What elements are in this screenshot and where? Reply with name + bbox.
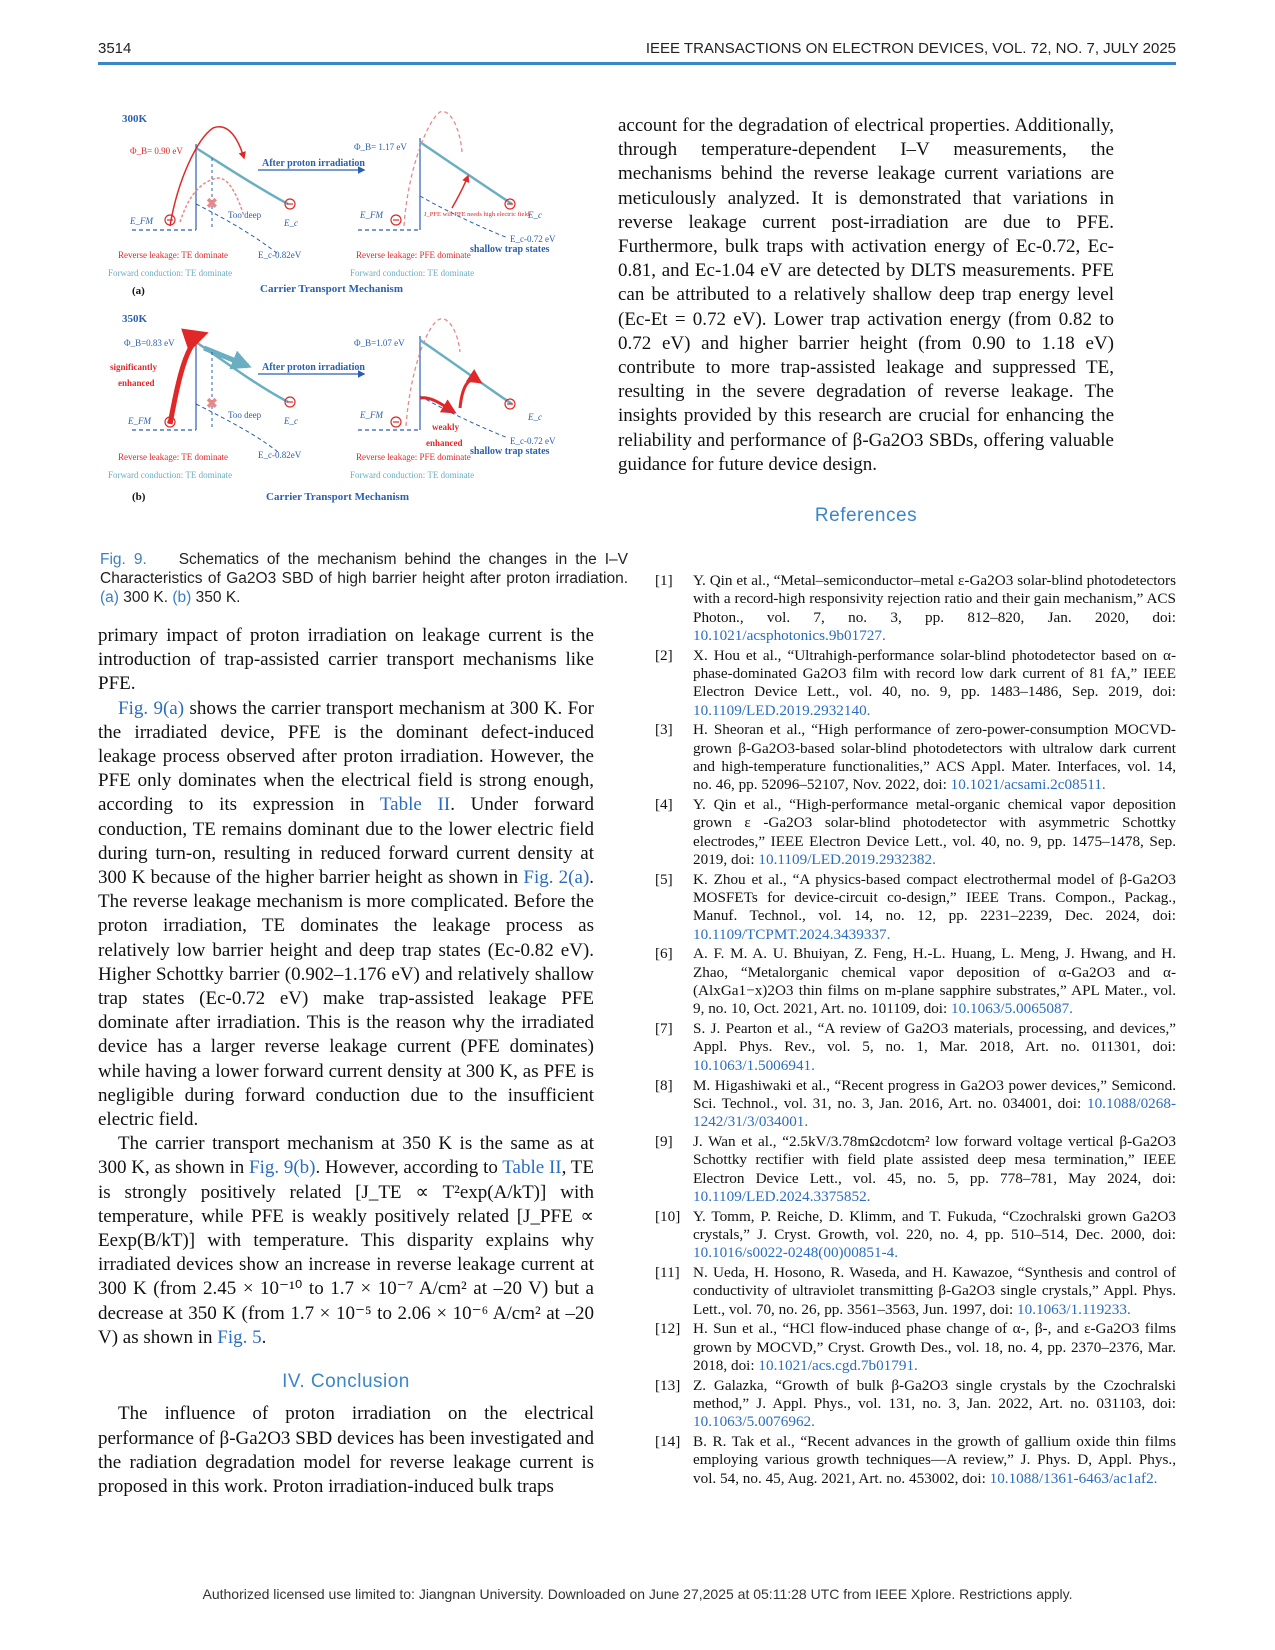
- reference-number: [9]: [655, 1132, 673, 1150]
- header-rule: [98, 62, 1176, 65]
- paragraph-text: . The reverse leakage mechanism is more complicated. Before the proton irradiation, TE dominates the leakage process as relatively low barrier height and deep trap states (Ec-0.82 eV). Higher Schottky barrier (0.902–1.176 eV) and relatively shallow trap states (Ec-0.72 eV) make trap-assisted leakage PFE dominate after irradiation. This is the reason why the irradiated device has a larger reverse leakage current (PFE dominates) while having a lower forward current density at 300 K, as PFE is negligible during forward conduction due to the insufficient electric field.: [98, 867, 595, 1131]
- reference-text: N. Ueda, H. Hosono, R. Waseda, and H. Kawazoe, “Synthesis and control of conductivity of ultraviolet transmitting β-Ga2O3 single crystals,” Appl. Phys. Lett., vol. 70, no. 26, pp. 3561–3563, Jun. 1997, doi:: [693, 1263, 1176, 1318]
- ec-a-left: E_c: [284, 218, 298, 228]
- too-deep-b: Too deep: [228, 410, 262, 420]
- pfe-arrow-b1: [420, 398, 454, 412]
- reference-item: [655, 796, 1176, 869]
- panel-a: [108, 111, 556, 297]
- reference-item: [655, 1377, 1176, 1432]
- reference-item: [655, 647, 1176, 720]
- table-2-link[interactable]: Table II: [379, 794, 451, 816]
- reference-item: [655, 1020, 1176, 1075]
- ec-a-right: E_c: [528, 210, 542, 220]
- reference-item: [655, 721, 1176, 794]
- reference-text: Y. Tomm, P. Reiche, D. Klimm, and T. Fukuda, “Czochralski grown Ga2O3 crystals,” J. Cryst. Growth, vol. 220, no. 4, pp. 510–514, Dec. 2000, doi:: [693, 1207, 1176, 1243]
- pfe-arrow-a: [452, 176, 468, 208]
- panel-b-phi-left: Φ_B=0.83 eV: [124, 338, 175, 348]
- doi-link[interactable]: 10.1109/TCPMT.2024.3439337.: [693, 925, 891, 943]
- doi-link[interactable]: 10.1063/5.0065087.: [951, 1000, 1073, 1018]
- panel-a-label: (a): [132, 285, 145, 297]
- fwd-right-b: Forward conduction: TE dominate: [350, 470, 475, 480]
- reference-text: K. Zhou et al., “A physics-based compact electrothermal model of β-Ga2O3 MOSFETs for device-circuit co-design,” IEEE Trans. Compon., Packag., Manuf. Technol., vol. 14, no. 12, pp. 2231–2239, Dec. 2024, doi:: [693, 870, 1176, 925]
- reference-text: B. R. Tak et al., “Recent advances in the growth of gallium oxide thin films employing various growth techniques—A review,” J. Phys. D, Appl. Phys., vol. 54, no. 45, Aug. 2021, Art. no. 453002, doi:: [693, 1433, 1176, 1487]
- paragraph-text: . However, according to: [315, 1157, 498, 1179]
- panel-b-label: (b): [132, 491, 146, 503]
- trap-right-b: E_c-0.72 eV: [510, 436, 556, 446]
- fig-5-link[interactable]: Fig. 5: [217, 1326, 262, 1348]
- caption-b-link[interactable]: (b): [172, 589, 192, 606]
- fwd-right-a: Forward conduction: TE dominate: [350, 268, 475, 278]
- reference-item: [655, 1133, 1176, 1206]
- reference-item: [655, 1433, 1176, 1488]
- conduction-band-left: [196, 148, 288, 204]
- reference-text: S. J. Pearton et al., “A review of Ga2O3 materials, processing, and devices,” Appl. Phys. Rev., vol. 5, no. 1, Mar. 2018, Art. no. 011301, doi:: [693, 1020, 1176, 1056]
- journal-header: IEEE TRANSACTIONS ON ELECTRON DEVICES, VOL. 72, NO. 7, JULY 2025: [645, 40, 1176, 57]
- table-2-link[interactable]: Table II: [502, 1157, 562, 1179]
- reference-text: X. Hou et al., “Ultrahigh-performance solar-blind photodetector based on α-phase-dominated Ga2O3 film with record low dark current of 81 fA,” IEEE Electron Device Lett., vol. 40, no. 9, pp. 1483–1486, Sep. 2019, doi:: [693, 646, 1176, 701]
- panel-a-title: Carrier Transport Mechanism: [260, 283, 403, 295]
- doi-link[interactable]: 10.1109/LED.2019.2932382.: [758, 850, 936, 868]
- paragraph: primary impact of proton irradiation on leakage current is the introduction of trap-assisted carrier transport mechanisms like PFE.: [98, 625, 594, 695]
- doi-link[interactable]: 10.1021/acs.cgd.7b01791.: [758, 1356, 918, 1374]
- doi-link[interactable]: 10.1063/5.0076962.: [693, 1413, 815, 1431]
- reference-item: [655, 945, 1176, 1018]
- reference-number: [1]: [655, 572, 673, 589]
- section-heading-conclusion: IV. Conclusion: [282, 1371, 410, 1393]
- reference-text: J. Wan et al., “2.5kV/3.78mΩcdotcm² low forward voltage vertical β-Ga2O3 Schottky rectifier with field plate assisted deep mesa termination,” IEEE Electron Device Lett., vol. 45, no. 5, pp. 778–781, May 2024, doi:: [693, 1132, 1176, 1187]
- panel-a-phi-right: Φ_B= 1.17 eV: [354, 142, 407, 152]
- trap-right-a: E_c-0.72 eV: [510, 234, 556, 244]
- paragraph-text: . Under forward conduction, TE remains dominant due to the lower electric field during turn-on, resulting in reduced forward current density at 300 K because of the higher barrier height as shown in: [98, 794, 594, 889]
- reference-number: [11]: [655, 1263, 680, 1281]
- page-number: 3514: [98, 40, 132, 57]
- reference-list: [655, 572, 1176, 1490]
- fwd-left-b: Forward conduction: TE dominate: [108, 470, 233, 480]
- paragraph-text: The carrier transport mechanism at 350 K is the same as at 300 K, as shown in: [98, 1133, 594, 1179]
- doi-link[interactable]: 10.1109/LED.2024.3375852.: [693, 1187, 871, 1205]
- paragraph-text: .: [261, 1326, 267, 1348]
- reference-number: [10]: [655, 1207, 681, 1225]
- license-footer: Authorized licensed use limited to: Jiangnan University. Downloaded on June 27,2025 at 05:11:28 UTC from IEEE Xplore. Restrictions apply.: [202, 1586, 1073, 1602]
- figure-caption: [100, 550, 628, 607]
- fig-9a-link[interactable]: Fig. 9(a): [118, 697, 185, 719]
- reference-text: M. Higashiwaki et al., “Recent progress in Ga2O3 power devices,” Semicond. Sci. Technol., vol. 31, no. 3, Jan. 2016, Art. no. 034001, doi:: [693, 1076, 1176, 1112]
- paragraph: [98, 697, 594, 1133]
- doi-link[interactable]: 10.1088/1361-6463/ac1af2.: [989, 1469, 1158, 1487]
- too-deep-a: Too deep: [228, 210, 262, 220]
- caption-a-link[interactable]: (a): [100, 589, 119, 606]
- figure-9: [108, 108, 628, 528]
- paragraph-text: , TE is strongly positively related [J_TE ∝ T²exp(A/kT)] with temperature, while PFE is weakly positively related [J_PFE ∝ Eexp(B/kT)] with temperature. This disparity explains why irradiated devices show an increase in reverse leakage current at 300 K (from 2.45 × 10⁻¹⁰ to 1.7 × 10⁻⁷ A/cm² at –20 V) but a decrease at 350 K (from 1.7 × 10⁻⁵ to 2.06 × 10⁻⁶ A/cm² at –20 V) as shown in: [98, 1157, 595, 1348]
- doi-link[interactable]: 10.1063/1.5006941.: [693, 1056, 815, 1074]
- reference-item: [655, 1264, 1176, 1319]
- enhanced-left: enhanced: [118, 378, 155, 388]
- reference-number: [8]: [655, 1076, 673, 1094]
- ec-b-right: E_c: [528, 412, 542, 422]
- panel-b: [108, 313, 556, 503]
- after-irradiation-a: After proton irradiation: [262, 158, 365, 169]
- panel-b-phi-right: Φ_B=1.07 eV: [354, 338, 405, 348]
- panel-b-title: Carrier Transport Mechanism: [266, 491, 409, 503]
- reference-number: [3]: [655, 721, 673, 739]
- trap-left-a: E_c-0.82eV: [258, 250, 302, 260]
- rev-left-b: Reverse leakage: TE dominate: [118, 452, 229, 462]
- efm-right: E_FM: [360, 210, 383, 220]
- reference-item: [655, 572, 1176, 645]
- doi-link[interactable]: 10.1109/LED.2019.2932140.: [693, 701, 871, 719]
- rev-left-a: Reverse leakage: TE dominate: [118, 250, 229, 260]
- reference-text: H. Sheoran et al., “High performance of zero-power-consumption MOCVD-grown β-Ga2O3-based solar-blind photodetectors with ultralow dark current and high-temperature functionalities,” ACS Appl. Mater. Interfaces, vol. 14, no. 46, pp. 52096–52107, Nov. 2022, doi:: [693, 721, 1176, 794]
- reference-text: A. F. M. A. U. Bhuiyan, Z. Feng, H.-L. Huang, L. Meng, J. Hwang, and H. Zhao, “Metalorganic chemical vapor deposition of α-Ga2O3 and α-(AlxGa1−x)2O3 thin films on m-plane sapphire substrates,” APL Mater., vol. 9, no. 10, Oct. 2021, Art. no. 101109, doi:: [693, 945, 1176, 1018]
- cross-icon: ✖: [206, 197, 218, 212]
- reference-number: [5]: [655, 870, 673, 888]
- ec-b-left: E_c: [284, 416, 298, 426]
- paragraph: account for the degradation of electrical properties. Additionally, through temperature-dependent I–V measurements, the mechanisms behind the reverse leakage current variations are meticulously analyzed. It is demonstrated that variations in reverse leakage current post-irradiation are due to PFE. Furthermore, bulk traps with activation energy of Ec-0.72, Ec-0.81, and Ec-1.04 eV are detected by DLTS measurements. PFE can be attributed to a relatively shallow deep trap energy level (Ec-Et = 0.72 eV). Lower trap activation energy (from 0.82 to 0.72 eV) and higher barrier height (from 0.90 to 1.18 eV) contribute to more trap-assisted leakage and suppressed TE, resulting in the severe degradation of reverse leakage. The insights provided by this research are crucial for enhancing the reliability and performance of β-Ga2O3 SBDs, offering valuable guidance for future device design.: [618, 115, 1114, 475]
- trap-left-b: E_c-0.82eV: [258, 450, 302, 460]
- paragraph: [98, 1132, 594, 1350]
- reference-item: [655, 1320, 1176, 1375]
- conduction-band-right: [420, 142, 512, 204]
- band-diagram: [108, 108, 628, 528]
- caption-text: Schematics of the mechanism behind the changes in the I–V Characteristics of Ga2O3 SBD of high barrier height after proton irradiation.: [100, 551, 628, 587]
- reference-number: [7]: [655, 1020, 673, 1038]
- efm-left: E_FM: [130, 216, 153, 226]
- reference-text: Z. Galazka, “Growth of bulk β-Ga2O3 single crystals by the Czochralski method,” J. Appl. Phys., vol. 131, no. 3, Jan. 2022, Art. no. 031103, doi:: [693, 1376, 1176, 1413]
- fig-2a-link[interactable]: Fig. 2(a): [523, 867, 590, 889]
- rev-right-a: Reverse leakage: PFE dominate: [356, 250, 471, 260]
- te-enhanced-arrow: [170, 334, 204, 424]
- enhanced-right: enhanced: [426, 438, 463, 448]
- right-column: [618, 114, 1114, 477]
- significantly: significantly: [110, 362, 158, 372]
- pfe-arrow-b2: [460, 380, 480, 408]
- after-irradiation-b: After proton irradiation: [262, 362, 365, 373]
- panel-a-phi-left: Φ_B= 0.90 eV: [130, 146, 183, 156]
- doi-link[interactable]: 10.1063/1.119233.: [1017, 1300, 1131, 1318]
- caption-label: Fig. 9.: [100, 551, 147, 568]
- doi-link[interactable]: 10.1021/acsami.2c08511.: [950, 776, 1106, 794]
- reference-number: [14]: [655, 1433, 681, 1451]
- reference-item: [655, 1208, 1176, 1263]
- reference-item: [655, 871, 1176, 944]
- doi-link[interactable]: 10.1021/acsphotonics.9b01727.: [693, 626, 886, 644]
- paragraph-text: shows the carrier transport mechanism at 300 K. For the irradiated device, PFE is the dominant defect-induced leakage process observed after proton irradiation. However, the PFE only dominates when the electrical field is strong enough, according to its expression in: [98, 697, 594, 816]
- efm-b-right: E_FM: [360, 410, 383, 420]
- fwd-left-a: Forward conduction: TE dominate: [108, 268, 233, 278]
- doi-link[interactable]: 10.1088/0268-1242/31/3/034001.: [693, 1094, 1176, 1131]
- fig-9b-link[interactable]: Fig. 9(b): [249, 1157, 316, 1179]
- pfe-note: J_PFE will PFE needs high electric field: [424, 211, 530, 218]
- section-heading-references: References: [814, 505, 918, 526]
- panel-a-temp: 300K: [122, 113, 148, 125]
- caption-b-text: 350 K.: [195, 589, 241, 606]
- reference-text: Y. Qin et al., “Metal–semiconductor–metal ε-Ga2O3 solar-blind photodetectors with a record-high responsivity rejection ratio and their gain mechanism,” ACS Photon., vol. 7, no. 3, pp. 812–820, Jan. 2020, doi:: [693, 572, 1176, 626]
- reference-number: [2]: [655, 646, 673, 664]
- reference-number: [6]: [655, 945, 673, 963]
- cross-icon: ✖: [206, 397, 218, 412]
- panel-b-temp: 350K: [122, 313, 148, 325]
- efm-b-left: E_FM: [128, 416, 151, 426]
- reference-text: Y. Qin et al., “High-performance metal-organic chemical vapor deposition grown ε -Ga2O3 solar-blind photodetector with asymmetric Schottky electrodes,” IEEE Electron Device Lett., vol. 40, no. 9, pp. 1475–1478, Sep. 2019, doi:: [693, 796, 1176, 868]
- rev-right-b: Reverse leakage: PFE dominate: [356, 452, 471, 462]
- reference-number: [13]: [655, 1376, 681, 1394]
- left-column: [98, 624, 594, 1499]
- reference-text: H. Sun et al., “HCl flow-induced phase change of α-, β-, and ε-Ga2O3 films grown by MOCVD,” Cryst. Growth Des., vol. 18, no. 4, pp. 2370–2376, Mar. 2018, doi:: [693, 1320, 1176, 1374]
- doi-link[interactable]: 10.1016/s0022-0248(00)00851-4.: [693, 1244, 899, 1262]
- reference-number: [12]: [655, 1320, 681, 1338]
- shallow-b: shallow trap states: [470, 446, 550, 457]
- weakly: weakly: [432, 422, 459, 432]
- caption-a-text: 300 K.: [123, 589, 169, 606]
- shallow-a: shallow trap states: [470, 244, 550, 255]
- reference-item: [655, 1077, 1176, 1132]
- reference-number: [4]: [655, 796, 673, 814]
- paragraph: The influence of proton irradiation on the electrical performance of β-Ga2O3 SBD devices has been investigated and the radiation degradation model for reverse leakage current is proposed in this work. Proton irradiation-induced bulk traps: [98, 1403, 594, 1497]
